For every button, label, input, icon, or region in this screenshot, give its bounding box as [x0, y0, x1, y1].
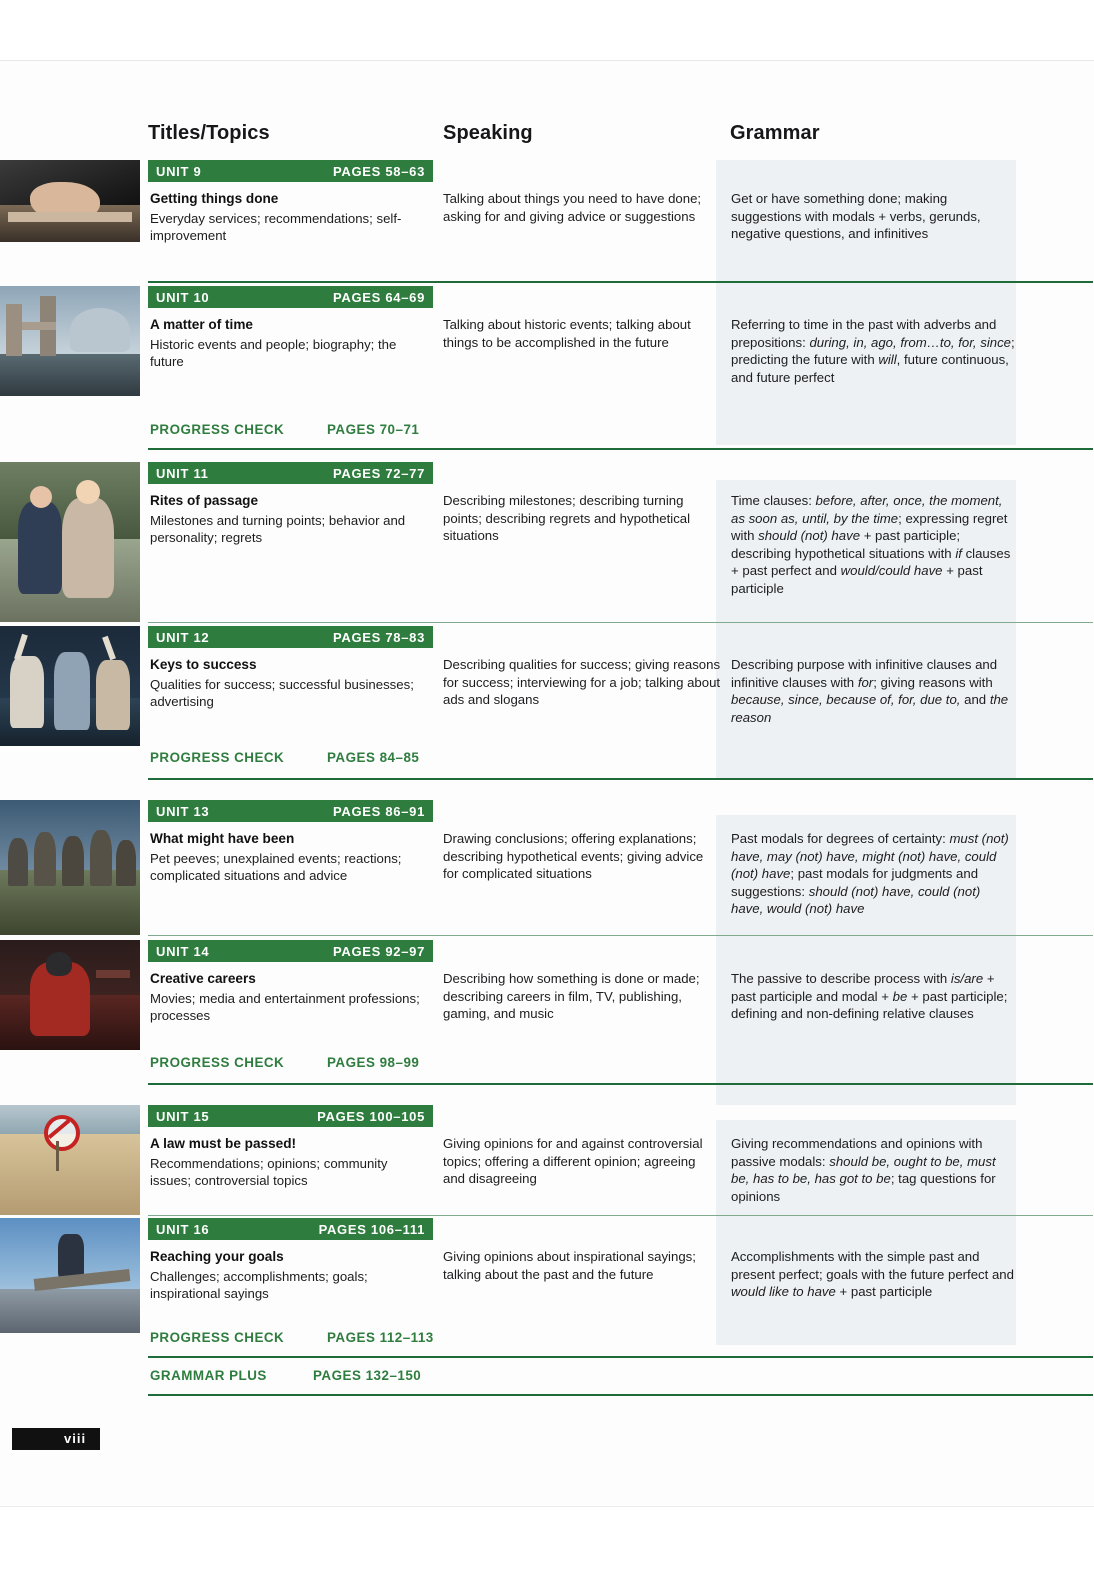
unit-band: [148, 1105, 433, 1127]
unit-speaking-cell: Describing milestones; describing turning points; describing regrets and hypothetical situations: [443, 493, 691, 543]
unit-title: Reaching your goals: [150, 1249, 284, 1264]
unit-label: UNIT 16: [156, 1222, 210, 1237]
grammar-emphasis: will: [878, 352, 897, 367]
unit-speaking-cell: Giving opinions about inspirational sayings; talking about the past and the future: [443, 1249, 696, 1282]
grammar-text: ; expressing regret with: [731, 510, 1008, 543]
row-divider: [148, 622, 1093, 623]
unit-topics-cell: [150, 190, 432, 245]
unit-grammar-cell: [731, 492, 1015, 597]
unit-topics-cell: [150, 1135, 432, 1190]
row-divider: [148, 1356, 1093, 1358]
unit-pages: PAGES 58–63: [332, 164, 425, 179]
grammar-text: + past participle; defining and non-defining relative clauses: [731, 988, 1008, 1021]
unit-grammar-cell: [731, 830, 1015, 918]
row-divider: [148, 1083, 1093, 1085]
grammar-emphasis: would like to have: [731, 1284, 836, 1299]
grammar-text: + past participle: [731, 563, 983, 596]
unit-topics-cell: [150, 970, 432, 1025]
unit-grammar-cell: [731, 316, 1015, 386]
column-header-titles: Titles/Topics: [148, 122, 270, 144]
unit-band: [148, 940, 433, 962]
unit-thumbnail: [0, 626, 140, 746]
unit-title: Rites of passage: [150, 493, 259, 508]
unit-speaking-cell: Describing how something is done or made; describing careers in film, TV, publishing, gaming, and music: [443, 971, 700, 1021]
unit-label: UNIT 12: [156, 630, 210, 645]
grammar-text: Past modals for degrees of certainty:: [731, 831, 950, 846]
unit-band: [148, 286, 433, 308]
progress-check-pages: PAGES 112–113: [327, 1330, 434, 1345]
unit-topics-cell: [150, 316, 432, 371]
progress-check-label: PROGRESS CHECK: [150, 1330, 285, 1345]
grammar-plus-pages: PAGES 132–150: [313, 1368, 422, 1383]
grammar-emphasis: because, since, because of, for, due to,: [731, 692, 961, 707]
progress-check-row: [150, 1330, 435, 1348]
progress-check-label: PROGRESS CHECK: [150, 1055, 285, 1070]
grammar-emphasis: for: [857, 674, 874, 690]
unit-topics: Pet peeves; unexplained events; reactions; complicated situations and advice: [150, 850, 402, 883]
grammar-text: ; past modals for judgments and suggestions:: [731, 866, 979, 899]
grammar-emphasis: is/are: [950, 971, 984, 986]
unit-grammar-cell: [731, 970, 1015, 1023]
unit-pages: PAGES 100–105: [317, 1109, 425, 1124]
unit-thumbnail: [0, 1218, 140, 1333]
folio-number: viii: [64, 1431, 87, 1446]
unit-label: UNIT 15: [156, 1109, 210, 1124]
unit-topics: Milestones and turning points; behavior and personality; regrets: [150, 512, 406, 545]
unit-band: [148, 1218, 433, 1240]
progress-check-pages: PAGES 98–99: [327, 1055, 420, 1070]
page-bottom-margin: [0, 1506, 1094, 1569]
grammar-text: + past participle: [835, 1284, 933, 1299]
unit-band: [148, 800, 433, 822]
unit-topics: Challenges; accomplishments; goals; inspirational sayings: [150, 1268, 368, 1301]
unit-speaking-cell: Talking about historic events; talking about things to be accomplished in the future: [443, 317, 691, 350]
progress-check-pages: PAGES 84–85: [327, 750, 420, 765]
page-top-margin: [0, 0, 1094, 61]
page-folio: [12, 1428, 100, 1450]
unit-pages: PAGES 92–97: [332, 944, 425, 959]
progress-check-row: [150, 1055, 435, 1073]
grammar-text: The passive to describe process with: [731, 971, 951, 986]
unit-topics-cell: [150, 1248, 432, 1303]
row-divider: [148, 281, 1093, 283]
unit-pages: PAGES 64–69: [332, 290, 425, 305]
unit-label: UNIT 10: [156, 290, 210, 305]
grammar-emphasis: would/could have: [840, 563, 943, 578]
grammar-emphasis: should (not) have: [758, 528, 861, 543]
unit-speaking-cell: Describing qualities for success; giving reasons for success; interviewing for a job; talking about ads and slogans: [443, 657, 721, 707]
unit-pages: PAGES 106–111: [318, 1222, 425, 1237]
grammar-text: clauses + past perfect and: [731, 545, 1011, 578]
unit-speaking-cell: Talking about things you need to have done; asking for and giving advice or suggestions: [443, 191, 702, 224]
unit-topics: Everyday services; recommendations; self-improvement: [150, 210, 402, 243]
unit-pages: PAGES 78–83: [332, 630, 425, 645]
unit-grammar-cell: [731, 656, 1015, 726]
grammar-emphasis: during, in, ago, from…to, for, since: [809, 334, 1012, 350]
unit-thumbnail: [0, 160, 140, 242]
unit-speaking-cell: Drawing conclusions; offering explanations; describing hypothetical events; giving advice for complicated situations: [443, 831, 704, 881]
progress-check-row: [150, 422, 435, 440]
unit-label: UNIT 14: [156, 944, 210, 959]
unit-topics-cell: [150, 830, 432, 885]
grammar-text: Describing purpose with infinitive clauses and infinitive clauses with: [731, 657, 998, 690]
grammar-text: Accomplishments with the simple past and present perfect; goals with the future perfect and: [731, 1249, 1014, 1282]
unit-grammar-cell: [731, 190, 1015, 243]
row-divider: [148, 1215, 1093, 1216]
column-header-grammar: Grammar: [730, 122, 820, 144]
unit-thumbnail: [0, 800, 140, 935]
unit-label: UNIT 9: [156, 164, 202, 179]
grammar-text: , future continuous, and future perfect: [731, 352, 1009, 385]
grammar-text: and: [960, 692, 990, 707]
unit-grammar-cell: [731, 1135, 1015, 1205]
grammar-text: Get or have something done; making suggestions with modals + verbs, gerunds, negative questions, and infinitives: [731, 191, 981, 241]
unit-pages: PAGES 86–91: [332, 804, 425, 819]
unit-title: A law must be passed!: [150, 1136, 297, 1151]
grammar-emphasis: should (not) have, could (not) have, would (not) have: [731, 883, 981, 916]
row-divider: [148, 935, 1093, 936]
grammar-emphasis: be: [892, 988, 908, 1004]
column-header-row: [0, 122, 1094, 162]
grammar-emphasis: the reason: [731, 692, 1009, 725]
grammar-text: ; predicting the future with: [731, 334, 1015, 367]
progress-check-label: PROGRESS CHECK: [150, 750, 285, 765]
unit-topics-cell: [150, 656, 432, 711]
unit-title: Keys to success: [150, 657, 257, 672]
unit-band: [148, 462, 433, 484]
page-content: [0, 60, 1094, 1507]
progress-check-pages: PAGES 70–71: [327, 422, 420, 437]
grammar-plus-label: GRAMMAR PLUS: [150, 1368, 267, 1383]
progress-check-label: PROGRESS CHECK: [150, 422, 285, 437]
grammar-emphasis: must (not) have, may (not) have, might (not) have, could (not) have: [731, 831, 1009, 881]
unit-topics: Recommendations; opinions; community issues; controversial topics: [150, 1155, 388, 1188]
unit-title: Creative careers: [150, 971, 256, 986]
row-divider: [148, 778, 1093, 780]
unit-band: [148, 160, 433, 182]
unit-label: UNIT 13: [156, 804, 210, 819]
unit-pages: PAGES 72–77: [332, 466, 425, 481]
unit-title: A matter of time: [150, 317, 253, 332]
unit-title: Getting things done: [150, 191, 279, 206]
grammar-plus-row: [150, 1368, 435, 1386]
grammar-text: ; tag questions for opinions: [731, 1171, 996, 1204]
row-divider: [148, 448, 1093, 450]
unit-label: UNIT 11: [156, 466, 209, 481]
unit-thumbnail: [0, 286, 140, 396]
grammar-text: + past participle and modal +: [731, 971, 995, 1004]
unit-topics: Movies; media and entertainment professions; processes: [150, 990, 420, 1023]
progress-check-row: [150, 750, 435, 768]
unit-grammar-cell: [731, 1248, 1015, 1301]
row-divider: [148, 1394, 1093, 1396]
grammar-text: + past participle; describing hypothetical situations with: [731, 528, 961, 561]
grammar-text: Time clauses:: [731, 493, 816, 508]
grammar-text: Giving recommendations and opinions with passive modals:: [731, 1136, 983, 1169]
grammar-text: Referring to time in the past with adverbs and prepositions:: [731, 317, 997, 350]
grammar-emphasis: if: [955, 545, 962, 561]
unit-topics: Qualities for success; successful businesses; advertising: [150, 676, 414, 709]
grammar-text: ; giving reasons with: [873, 674, 993, 690]
unit-topics-cell: [150, 492, 432, 547]
column-header-speaking: Speaking: [443, 122, 533, 144]
unit-thumbnail: [0, 462, 140, 622]
unit-speaking-cell: Giving opinions for and against controversial topics; offering a different opinion; agreeing and disagreeing: [443, 1136, 703, 1186]
unit-title: What might have been: [150, 831, 295, 846]
grammar-emphasis: should be, ought to be, must be, has to be, has got to be: [731, 1153, 996, 1186]
unit-band: [148, 626, 433, 648]
unit-thumbnail: [0, 1105, 140, 1215]
unit-topics: Historic events and people; biography; the future: [150, 336, 397, 369]
unit-thumbnail: [0, 940, 140, 1050]
grammar-emphasis: before, after, once, the moment, as soon as, until, by the time: [731, 493, 1003, 526]
